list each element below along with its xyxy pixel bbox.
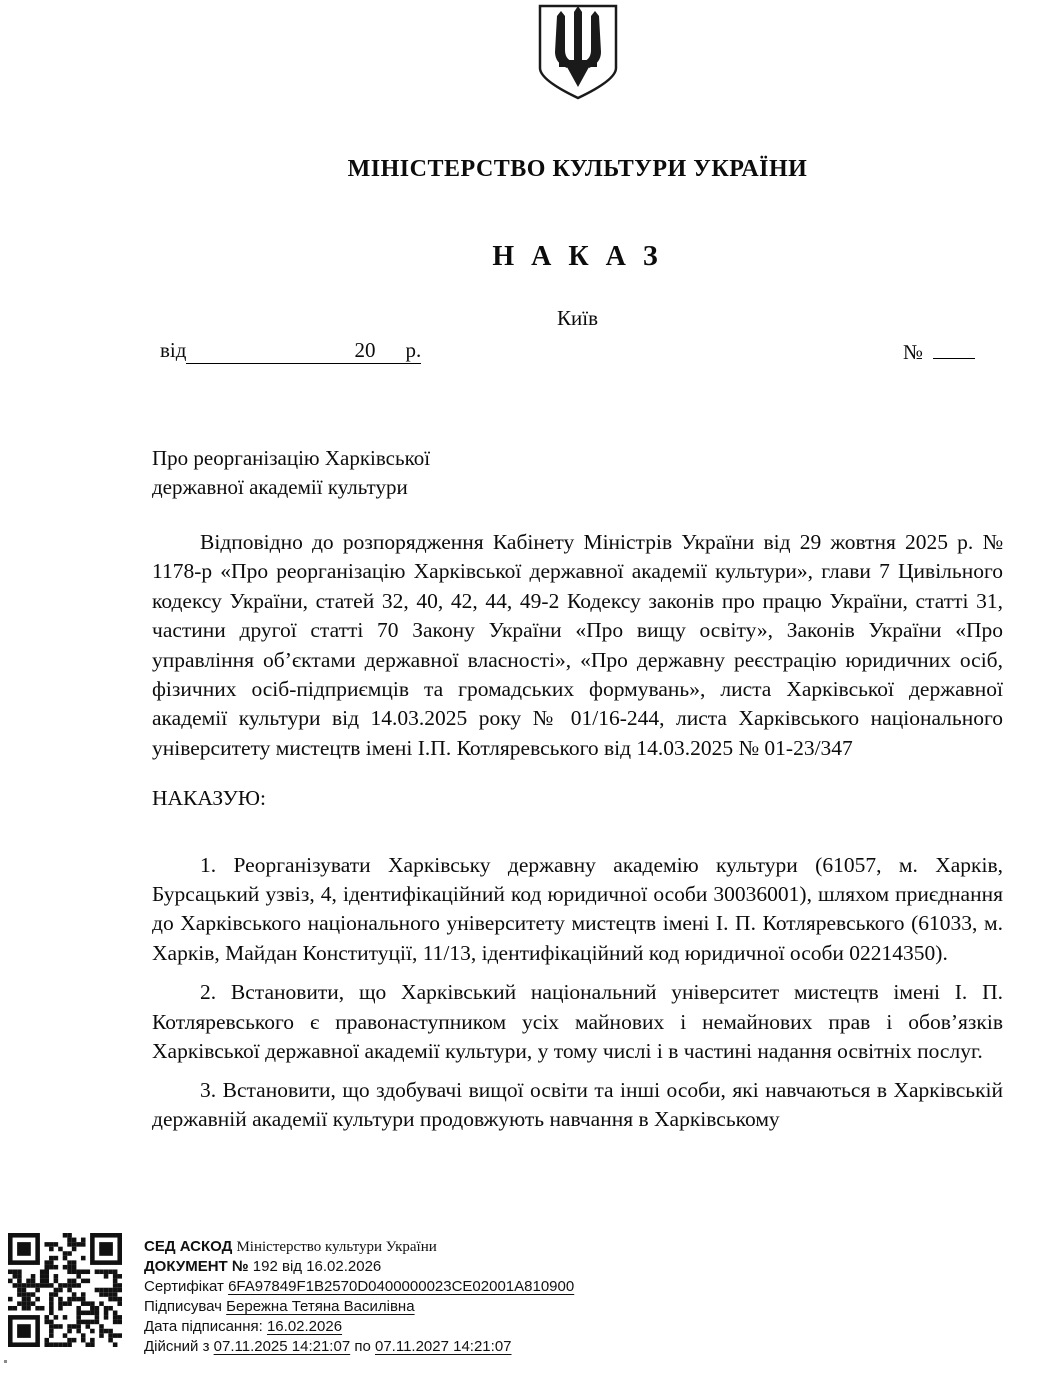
signature-stamp [8,1233,574,1357]
stamp-valid-separator: по [354,1338,371,1355]
stamp-system-label: СЕД АСКОД [144,1238,233,1255]
order-word: НАКАЗУЮ: [152,786,266,811]
stamp-system-line [144,1237,574,1257]
stamp-signer-line [144,1297,574,1317]
date-prefix: від [160,338,187,362]
stamp-signer-value: Бережна Тетяна Василівна [226,1298,415,1315]
ministry-title: МІНІСТЕРСТВО КУЛЬТУРИ УКРАЇНИ [347,156,808,182]
number-label: № [902,340,923,364]
stamp-system-value: Міністерство культури України [236,1239,437,1255]
stamp-document-line [144,1257,574,1277]
order-item-2: 2. Встановити, що Харківський національний університет мистецтв імені І. П. Котляревського є правонаступником усіх майнових і немайнових прав і обов’язків Харківської державної академії культури, у тому числі і в частині надання освітніх послуг. [152,980,1003,1064]
stamp-document-value: 192 від 16.02.2026 [252,1258,382,1275]
stamp-valid-from: 07.11.2025 14:21:07 [213,1338,351,1355]
subject-line-2: державної академії культури [152,475,408,499]
order-item-1: 1. Реорганізувати Харківську державну академію культури (61057, м. Харків, Бурсацький узвіз, 4, ідентифікаційний код юридичної особи 30036001), шляхом приєднання до Харківського національного університету мистецтв імені І. П. Котляревського (61033, м. Харків, Майдан Конституції, 11/13, ідентифікаційний код юридичної особи 02214350). [152,852,1003,965]
date-suffix: р. [405,338,422,362]
document-type-title: Н А К А З [492,241,663,272]
stamp-valid-to: 07.11.2027 14:21:07 [374,1338,512,1355]
stamp-sign-date-label: Дата підписання: [144,1318,263,1335]
scan-speck [4,1360,7,1363]
subject-block [152,444,1003,502]
preamble-paragraph: Відповідно до розпорядження Кабінету Міністрів України від 29 жовтня 2025 р. № 1178-р «Про реорганізацію Харківської державної академії культури», глави 7 Цивільного кодексу України, статей 32, 40, 42, 44, 49-2 Кодексу законів про працю України, статті 31, частини другої статті 70 Закону України «Про вищу освіту», Законів України «Про управління об’єктами державної власності», «Про державну реєстрацію юридичних осіб, фізичних осіб-підприємців та громадських формувань», листа Харківської державної академії культури від 14.03.2025 року № 01/16-244, листа Харківського національного університету мистецтв імені І.П. Котляревського від 14.03.2025 № 01-23/347 [152,530,1003,760]
number-blank-line [903,340,975,365]
stamp-document-label: ДОКУМЕНТ № [144,1258,249,1275]
date-blank-line [160,338,421,364]
stamp-certificate-label: Сертифікат [144,1278,224,1295]
reference-row [152,338,1003,370]
city-label: Київ [557,306,598,330]
stamp-sign-date-value: 16.02.2026 [266,1318,343,1335]
stamp-valid-label: Дійсний з [144,1338,210,1355]
ukraine-trident-emblem-icon [152,4,1003,102]
stamp-certificate-value: 6FA97849F1B2570D0400000023CE02001A810900 [228,1278,575,1295]
stamp-certificate-line [144,1277,574,1297]
date-year: 20 [354,338,376,362]
qr-code-icon [8,1233,122,1352]
number-blank [933,358,975,359]
order-item-3: 3. Встановити, що здобувачі вищої освіти та інші особи, які навчаються в Харківській державній академії культури продовжують навчання в Харківському [152,1077,1003,1131]
stamp-sign-date-line [144,1317,574,1337]
stamp-signer-label: Підписувач [144,1298,222,1315]
stamp-validity-line [144,1337,574,1357]
subject-line-1: Про реорганізацію Харківської [152,446,431,470]
